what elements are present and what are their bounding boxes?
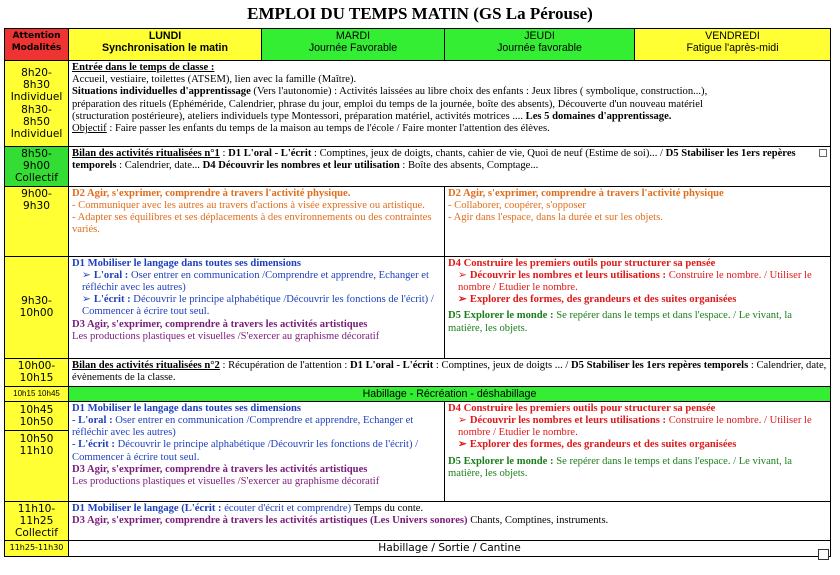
time-cell (5, 61, 69, 147)
time-label: 8h20-8h30 (21, 66, 52, 92)
d4-d5-content (445, 256, 831, 358)
sub-label: - L'oral : (72, 415, 113, 427)
domains-note: Les 5 domaines d'apprentissage. (522, 110, 672, 122)
section-heading: Entrée dans le temps de classe : (72, 62, 215, 73)
time-group (5, 430, 68, 459)
sub-label: - L'écrit : (72, 439, 115, 451)
domain-title: D3 Agir, s'exprimer, comprendre à travers les activités artistiques (72, 318, 368, 330)
header-row (5, 29, 831, 61)
d1-d3-content (69, 256, 445, 358)
time-cell (5, 186, 69, 256)
sortie-label: Habillage / Sortie / Cantine (69, 541, 831, 556)
text: Temps du conte. (351, 502, 424, 514)
bilan-2-content (69, 358, 831, 386)
list-item (72, 294, 441, 318)
time-label: 8h30- 8h50 (21, 103, 52, 128)
domain-title: D3 Agir, s'exprimer, comprendre à travers les activités artistiques (72, 463, 368, 475)
sub-text: Découvrir le principe alphabétique /Découvrir les fonctions de l'écrit) / Commencer à écrire tout seul. (82, 294, 434, 318)
list-item (72, 270, 441, 294)
time-cell (5, 501, 69, 541)
list-item: - Agir dans l'espace, dans la durée et sur les objets. (448, 212, 663, 224)
header-lundi (69, 29, 262, 61)
text-line: (structuration postérieure), ateliers individuels type Montessori, préparation matériel, activités motrices .... (72, 110, 523, 122)
modality-label: Individuel (10, 127, 63, 140)
bilan-title: Bilan des activités ritualisées n°1 (72, 148, 220, 159)
day-sub: Synchronisation le matin (102, 42, 228, 55)
time-label: 9h00-9h30 (21, 187, 52, 212)
domain-title: D2 Agir, s'exprimer, comprendre à travers l'activité physique. (72, 187, 351, 199)
text: Chants, Comptines, instruments. (467, 515, 609, 527)
header-modalites-label: Modalités (11, 43, 62, 53)
list-item (72, 439, 418, 462)
text: : Comptines, jeux de doigts, chants, cahier de vie, Quoi de neuf (Estime de soi)... / (311, 148, 666, 159)
domain-label: D1 L'oral - L'écrit (350, 359, 434, 371)
sub-label: Explorer des formes, des grandeurs et des suites organisées (469, 294, 737, 306)
day-name: MARDI (335, 30, 371, 42)
sub-label: L'écrit : (93, 294, 131, 306)
row-d1-d4 (5, 256, 831, 358)
time-cell: 11h25-11h30 (5, 541, 69, 556)
accueil-content (69, 61, 831, 147)
domain-title: D1 Mobiliser le langage (L'écrit : (72, 502, 222, 514)
sub-label: Découvrir les nombres et leurs utilisations : (469, 415, 667, 427)
sub-text: Oser entrer en communication /Comprendre et apprendre, Echanger et réfléchir avec les autres) (82, 269, 429, 294)
d2-left (69, 186, 445, 256)
day-sub: Fatigue l'après-midi (686, 42, 779, 55)
list-item (448, 439, 827, 451)
row-accueil (5, 61, 831, 147)
conte-content (69, 501, 831, 541)
row-bilan-2 (5, 358, 831, 386)
sub-text: Découvrir le principe alphabétique /Découvrir les fonctions de l'écrit) / Commencer à écrire tout seul. (72, 439, 419, 463)
resize-handle-icon[interactable] (819, 149, 827, 157)
sub-label: Explorer des formes, des grandeurs et des suites organisées (469, 439, 737, 451)
time-cell (5, 401, 69, 501)
domain-title: D4 Construire les premiers outils pour structurer sa pensée (448, 257, 716, 269)
d2-right (445, 186, 831, 256)
domain-title: D3 Agir, s'exprimer, comprendre à travers les activités artistiques (Les Univers sonores) (72, 515, 468, 527)
time-cell: 10h15 10h45 (5, 386, 69, 401)
domain-title: D4 Construire les premiers outils pour structurer sa pensée (448, 402, 716, 414)
text: : Calendrier, date... (116, 160, 203, 172)
time-cell (5, 147, 69, 187)
d4-d5-content-2 (445, 401, 831, 501)
list-item (448, 270, 827, 294)
header-jeudi (445, 29, 635, 61)
day-name: VENDREDI (705, 30, 760, 42)
time-cell (5, 256, 69, 358)
row-recreation (5, 386, 831, 401)
row-late-morning (5, 401, 831, 501)
domain-title: D2 Agir, s'exprimer, comprendre à travers l'activité physique (448, 187, 724, 199)
text: : Calendrier, date, évènements de la classe. (72, 359, 827, 383)
text-line: (Vers l'autonomie) : Activités laissées au libre choix des enfants : Jeux libres ( symbolique, construction...), (250, 86, 708, 98)
sub-text: Oser entrer en communication /Comprendre et apprendre, Echanger et réfléchir avec les autres) (72, 415, 414, 439)
resize-handle-icon[interactable] (818, 549, 829, 560)
row-conte (5, 501, 831, 541)
modality-label: Individuel (10, 91, 63, 104)
time-label: 10h50 (19, 416, 54, 429)
text-line: Les productions plastiques et visuelles /S'exercer au graphisme décoratif (72, 330, 380, 342)
time-label: 10h00- (17, 359, 56, 372)
sub-label: L'oral : (93, 269, 129, 281)
domain-title: D5 Explorer le monde : (448, 455, 554, 467)
text-line: Accueil, vestiaire, toilettes (ATSEM), lien avec la famille (Maître). (72, 74, 357, 86)
text-line: préparation des rituels (Ephéméride, Calendrier, phrase du jour, emploi du temps de la journée, boîte des absents), Découverte d'un nouveau matériel (72, 98, 703, 110)
timetable (4, 28, 831, 557)
list-item: - Adapter ses équilibres et ses déplacements à des environnements ou des contraintes variés. (72, 212, 432, 236)
header-vendredi (635, 29, 831, 61)
text: écouter d'écrit et comprendre) (221, 502, 352, 514)
domain-label: D5 Stabiliser les 1ers repères temporels (72, 148, 796, 172)
sub-label: Découvrir les nombres et leurs utilisations : (469, 269, 667, 281)
domain-title: D1 Mobiliser le langage dans toutes ses dimensions (72, 257, 302, 269)
text: : Boîte des absents, Comptage... (399, 160, 539, 172)
time-label: 10h00 (19, 307, 54, 320)
text: : (219, 148, 229, 159)
list-item (72, 415, 413, 438)
text-line: Se repérer dans le temps et dans l'espace. / Le vivant, la matière, les objets. (448, 455, 792, 479)
modality-label: Collectif (15, 527, 58, 540)
day-name: JEUDI (524, 30, 555, 42)
row-bilan-1 (5, 147, 831, 187)
objective-label: Objectif (72, 123, 107, 135)
list-item: - Collaborer, coopérer, s'opposer (448, 199, 586, 211)
text-line: : Faire passer les enfants du temps de la maison au temps de l'école / Faire monter l'attention des élèves. (106, 123, 550, 135)
list-item (448, 294, 827, 306)
day-sub: Journée Favorable (308, 42, 398, 55)
domain-title: D5 Explorer le monde : (448, 310, 554, 322)
domain-title: D1 Mobiliser le langage dans toutes ses dimensions (72, 402, 302, 414)
time-label: 10h45 (19, 403, 54, 416)
time-label: 10h15 (19, 371, 54, 384)
time-label: 8h50-9h00 (21, 148, 52, 173)
text: : Récupération de l'attention : (219, 359, 351, 371)
time-group (5, 402, 68, 430)
sub-text: Construire le nombre. / Utiliser le nombre / Etudier le nombre. (458, 269, 812, 294)
day-sub: Journée favorable (497, 42, 582, 55)
bilan-1-content (69, 147, 831, 187)
time-cell (5, 358, 69, 386)
header-attention: Attention (12, 31, 61, 41)
sub-text: Construire le nombre. / Utiliser le nombre / Etudier le nombre. (458, 415, 812, 439)
bilan-title: Bilan des activités ritualisées n°2 (72, 359, 220, 371)
domain-label: D5 Stabiliser les 1ers repères temporels (571, 359, 749, 371)
time-label: 9h30- (21, 294, 52, 307)
text: : Comptines, jeux de doigts ... / (433, 359, 571, 371)
list-item (448, 415, 827, 439)
day-name: LUNDI (148, 30, 182, 42)
header-modalites (5, 29, 69, 61)
list-item: - Communiquer avec les autres au travers d'actions à visée expressive ou artistique. (72, 199, 425, 211)
time-label: 11h10 (19, 445, 54, 458)
modality-label: Collectif (15, 172, 58, 185)
page-title: EMPLOI DU TEMPS MATIN (GS La Pérouse) (247, 4, 593, 23)
domain-label: D1 L'oral - L'écrit (228, 148, 312, 159)
row-sortie (5, 541, 831, 556)
text-line: Se repérer dans le temps et dans l'espace. / Le vivant, la matière, les objets. (448, 310, 792, 334)
row-d2 (5, 186, 831, 256)
header-mardi (262, 29, 445, 61)
recreation-label: Habillage - Récréation - déshabillage (69, 386, 831, 401)
text-line: Les productions plastiques et visuelles /S'exercer au graphisme décoratif (72, 476, 380, 488)
time-label: 11h10-11h25 (17, 502, 56, 528)
domain-label: D4 Découvrir les nombres et leur utilisation (202, 160, 400, 172)
time-label: 10h50 (19, 433, 54, 446)
d1-d3-content-2 (69, 401, 445, 501)
section-heading: Situations individuelles d'apprentissage (72, 86, 251, 98)
